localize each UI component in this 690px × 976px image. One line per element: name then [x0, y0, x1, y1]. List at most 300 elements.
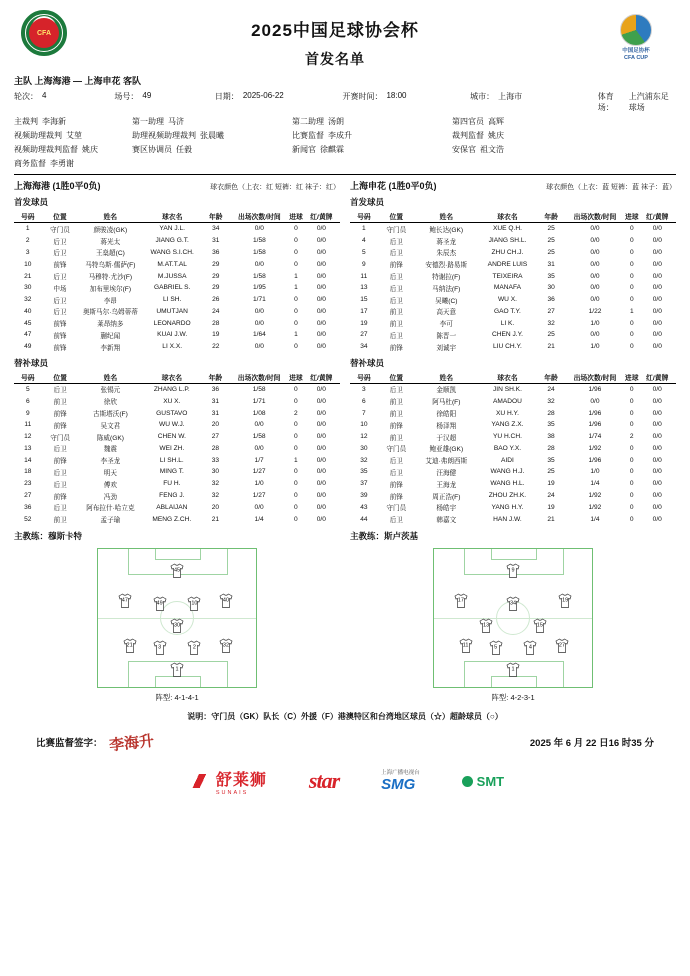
divider: [14, 174, 676, 175]
meta-label: 比赛监督: [292, 131, 324, 140]
sunais-name: 舒莱狮: [215, 771, 267, 789]
pitch-shirt-number: 30: [173, 622, 181, 629]
player-cards: 0/0: [316, 385, 326, 393]
meta-label: 助理视频助理裁判: [132, 131, 196, 140]
player-age: 25: [547, 237, 555, 245]
player-age: 24: [212, 307, 220, 315]
meta-value: 49: [142, 91, 152, 100]
player-number: 3: [25, 248, 30, 256]
table-row: [350, 419, 676, 431]
player-apps: 1/92: [588, 444, 602, 452]
table-row: [14, 513, 340, 525]
player-goals: 1: [294, 284, 298, 292]
player-number: 45: [24, 319, 32, 327]
player-apps: 1/0: [590, 343, 600, 351]
col-no: 号码: [350, 210, 378, 223]
player-goals: 0: [629, 237, 634, 245]
player-position: 后卫: [53, 505, 67, 513]
player-apps: 1/4: [590, 480, 600, 488]
player-name: 冯劲: [103, 493, 117, 501]
table-row: [350, 270, 676, 282]
player-position: 前锋: [53, 422, 67, 430]
player-age: 32: [547, 319, 555, 327]
smt-name: SMT: [476, 773, 505, 789]
home-kit-colors: 球衣颜色（上衣：红 短裤：红 袜子：红）: [210, 184, 340, 191]
meta-value: 上汽浦东足球场: [628, 92, 669, 112]
player-name: 明天: [103, 469, 117, 477]
table-row: [14, 490, 340, 502]
player-apps: 1/92: [588, 492, 602, 500]
player-position: 后卫: [53, 309, 67, 317]
col-pos: 位置: [378, 371, 415, 384]
player-cards: 0/0: [316, 515, 326, 523]
title-block: [74, 10, 596, 69]
player-goals: 1: [294, 272, 298, 280]
meta-label: 日期：: [214, 92, 239, 101]
player-cards: 0/0: [316, 272, 326, 280]
player-number: 13: [24, 444, 32, 452]
pitch-shirt-number: 40: [222, 597, 230, 604]
player-age: 28: [211, 444, 220, 452]
pitch-shirt-number: 9: [511, 567, 515, 574]
player-name: 颜骏凌(GK): [93, 226, 128, 234]
player-goals: 0: [629, 331, 634, 339]
player-position: 后卫: [389, 274, 403, 282]
player-position: 前卫: [389, 399, 403, 407]
player-cards: 0/0: [316, 456, 326, 464]
player-cards: 0/0: [316, 296, 326, 304]
player-shirtname: LIU CH.Y.: [493, 343, 522, 351]
table-row: [350, 466, 676, 478]
player-goals: 0: [294, 397, 298, 405]
table-row: [350, 258, 676, 270]
table-row: [350, 223, 676, 235]
player-apps: 0/0: [590, 331, 600, 339]
table-row: [14, 341, 340, 353]
formations-container: [14, 548, 676, 703]
player-shirtname: ZHOU ZH.K.: [488, 492, 527, 500]
player-position: 前卫: [389, 434, 403, 442]
pitch-shirt-number: 1: [175, 666, 179, 673]
meta-value: 18:00: [386, 91, 407, 100]
player-cards: 0/0: [316, 248, 326, 256]
player-position: 前卫: [389, 321, 403, 329]
player-goals: 0: [629, 319, 634, 327]
star-name: star: [308, 768, 340, 794]
table-header-row: [14, 371, 340, 384]
home-coach: [14, 530, 340, 542]
away-kit-colors: 球衣颜色（上衣：蓝 短裤：蓝 袜子：蓝）: [546, 184, 676, 191]
player-goals: 0: [294, 492, 298, 500]
cup-logo-container: [596, 10, 676, 61]
player-shirtname: FENG J.: [159, 492, 185, 500]
player-position: 后卫: [53, 481, 67, 489]
player-number: 40: [24, 307, 32, 315]
meta-label: 新闻官: [292, 145, 316, 154]
player-cards: 0/0: [652, 296, 662, 304]
document-header: [14, 10, 676, 70]
player-name: 马纳法(F): [432, 285, 461, 293]
meta-label: 安保官: [452, 145, 476, 154]
player-apps: 1/58: [252, 272, 266, 280]
player-cards: 0/0: [652, 409, 662, 417]
player-age: 22: [212, 343, 220, 351]
player-goals: 0: [629, 248, 634, 256]
pitch-shirt: [186, 597, 203, 612]
player-age: 32: [547, 397, 555, 405]
home-pitch-diagram: [97, 548, 257, 688]
player-cards: 0/0: [652, 272, 662, 280]
player-name: 张锡元: [100, 387, 121, 395]
player-name: 蒯纪闻: [100, 332, 121, 340]
player-cards: 0/0: [652, 319, 662, 327]
away-subs-title: 替补球员: [350, 357, 385, 368]
pitch-shirt-number: 2: [192, 644, 196, 651]
player-shirtname: M.AT.T.AL: [157, 260, 187, 268]
player-number: 9: [25, 409, 30, 417]
player-goals: 0: [294, 385, 298, 393]
player-apps: 1/0: [590, 468, 600, 476]
smg-name: SMG: [381, 775, 416, 793]
table-row: [14, 317, 340, 329]
away-formation-label: 阵型: 4-2-3-1: [491, 692, 535, 702]
player-age: 27: [547, 307, 555, 315]
player-goals: 0: [629, 492, 634, 500]
player-cards: 0/0: [316, 468, 326, 476]
player-name: 王海龙: [436, 481, 457, 489]
player-age: 19: [547, 503, 555, 511]
player-apps: 1/96: [588, 421, 602, 429]
player-number: 36: [24, 503, 32, 511]
player-number: 35: [360, 468, 368, 476]
player-age: 29: [212, 272, 220, 280]
player-goals: 0: [629, 225, 634, 233]
player-shirtname: LI X.X.: [162, 343, 183, 351]
player-number: 30: [24, 284, 32, 292]
player-goals: 0: [629, 260, 634, 268]
player-position: 守门员: [386, 505, 407, 513]
home-subs-title: 替补球员: [14, 357, 49, 368]
player-apps: 0/0: [254, 343, 264, 351]
home-coach-label: 主教练：: [14, 530, 49, 541]
player-shirtname: WU X.: [497, 296, 517, 304]
player-cards: 0/0: [652, 225, 662, 233]
home-starters-table: [14, 210, 340, 353]
home-team-header: [14, 179, 340, 192]
player-cards: 0/0: [652, 385, 662, 393]
match-meta: [14, 74, 676, 169]
col-apps: 出场次数/时间: [230, 210, 290, 223]
player-goals: 1: [294, 456, 298, 464]
player-position: 后卫: [53, 274, 67, 282]
table-row: [14, 407, 340, 419]
player-position: 后卫: [53, 387, 67, 395]
home-team-name: 上海海港 (1胜0平0负): [14, 181, 101, 191]
col-cards: 红/黄牌: [303, 210, 340, 223]
player-position: 前锋: [389, 481, 403, 489]
pitch-shirt: [217, 638, 234, 653]
player-shirtname: FU H.: [163, 480, 181, 488]
player-shirtname: ZHU CH.J.: [491, 248, 524, 256]
player-position: 前锋: [53, 262, 67, 270]
teams-container: [14, 179, 676, 542]
col-name: 姓名: [415, 371, 478, 384]
pitch-shirt: [151, 597, 168, 612]
player-name: 鲍亚雄(GK): [429, 446, 464, 454]
player-goals: 1: [629, 307, 634, 315]
player-age: 28: [212, 319, 220, 327]
player-goals: 1: [294, 331, 298, 339]
table-row: [350, 341, 676, 353]
player-shirtname: YU H.CH.: [492, 433, 522, 441]
col-cards: 红/黄牌: [639, 210, 676, 223]
table-row: [350, 443, 676, 455]
player-cards: 0/0: [652, 433, 662, 441]
col-goals: 进球: [625, 371, 639, 384]
player-position: 后卫: [389, 250, 403, 258]
table-row: [350, 317, 676, 329]
pitch-shirt-number: 4: [528, 644, 532, 651]
player-cards: 0/0: [652, 331, 662, 339]
player-age: 32: [211, 492, 220, 500]
table-row: [14, 247, 340, 259]
smt-dot-icon: [462, 776, 473, 787]
player-age: 24: [547, 385, 555, 393]
player-shirtname: JIANG SH.L.: [488, 237, 527, 245]
player-goals: 0: [629, 421, 634, 429]
table-row: [14, 419, 340, 431]
col-name: 姓名: [78, 210, 142, 223]
player-position: 前卫: [53, 517, 67, 525]
player-position: 后卫: [53, 297, 67, 305]
player-age: 20: [211, 503, 220, 511]
player-goals: 0: [294, 468, 298, 476]
table-row: [14, 395, 340, 407]
player-position: 前锋: [389, 422, 403, 430]
player-age: 35: [547, 456, 555, 464]
sponsor-star: [309, 768, 339, 794]
meta-value: 汤朗: [328, 117, 344, 126]
pitch-shirt-number: 15: [536, 622, 543, 629]
home-team-block: [14, 179, 340, 542]
player-shirtname: YAN J.L.: [159, 225, 185, 233]
player-age: 38: [547, 433, 555, 441]
player-cards: 0/0: [652, 480, 662, 488]
player-name: 莱昂纳多: [97, 321, 124, 329]
player-apps: 1/71: [252, 397, 266, 405]
meta-row: [14, 91, 676, 113]
player-goals: 0: [294, 225, 298, 233]
player-number: 1: [362, 225, 366, 233]
table-row: [350, 407, 676, 419]
meta-value: 马济: [168, 117, 184, 126]
col-no: 号码: [14, 210, 41, 223]
player-shirtname: ABLAIJAN: [156, 503, 188, 511]
pitch-shirt: [217, 594, 234, 609]
player-age: 21: [211, 515, 220, 523]
cup-logo-label: 中国足协杯 CFA CUP: [622, 48, 650, 61]
player-age: 31: [212, 237, 220, 245]
meta-label: 轮次：: [14, 92, 38, 101]
player-cards: 0/0: [316, 492, 326, 500]
player-name: 徐欣: [103, 399, 117, 407]
player-age: 20: [211, 421, 220, 429]
meta-value: 艾堃: [66, 131, 82, 140]
player-cards: 0/0: [652, 444, 662, 452]
player-shirtname: ANDRE LUIS: [487, 260, 528, 268]
player-cards: 0/0: [652, 468, 662, 476]
meta-value: 张晨曦: [200, 131, 224, 140]
cfa-logo-container: [14, 10, 74, 56]
player-number: 27: [360, 331, 368, 339]
sponsor-smg: [381, 770, 420, 793]
player-goals: 0: [294, 237, 298, 245]
player-position: 前锋: [53, 458, 67, 466]
player-name: 高天意: [436, 309, 457, 317]
player-cards: 0/0: [316, 409, 326, 417]
player-number: 19: [360, 319, 368, 327]
meta-value: 上海市: [498, 92, 523, 101]
away-coach-label: 主教练：: [350, 530, 385, 541]
sponsors-bar: [14, 767, 676, 796]
player-age: 31: [211, 409, 220, 417]
player-position: 前锋: [389, 262, 403, 270]
table-row: [350, 454, 676, 466]
player-cards: 0/0: [652, 343, 662, 351]
table-row: [14, 454, 340, 466]
player-age: 27: [211, 433, 220, 441]
player-number: 4: [362, 237, 366, 245]
meta-value: 姚庆: [488, 131, 504, 140]
player-name: 徐皓阳: [436, 411, 457, 419]
player-goals: 0: [629, 296, 634, 304]
player-age: 33: [211, 456, 220, 464]
home-coach-name: 穆斯卡特: [48, 530, 83, 541]
player-shirtname: XU X.: [163, 397, 181, 405]
player-number: 6: [362, 397, 366, 405]
col-cards: 红/黄牌: [639, 371, 676, 384]
player-age: 30: [547, 284, 555, 292]
player-position: 前锋: [389, 493, 403, 501]
player-cards: 0/0: [652, 492, 662, 500]
player-name: 加布里埃尔(F): [89, 285, 132, 293]
player-apps: 1/64: [252, 331, 266, 339]
away-team-name: 上海申花 (1胜0平0负): [350, 181, 437, 191]
cfa-logo-text: CFA: [29, 18, 59, 48]
table-row: [14, 443, 340, 455]
table-row: [350, 305, 676, 317]
player-goals: 0: [629, 284, 634, 292]
player-shirtname: AIDI: [501, 456, 514, 464]
player-name: 马特乌斯·儒萨(F): [85, 262, 136, 270]
player-age: 36: [211, 385, 220, 393]
player-position: 后卫: [53, 250, 67, 258]
player-apps: 1/58: [252, 385, 266, 393]
player-name: 李可: [439, 321, 453, 329]
meta-value: 高辉: [488, 117, 504, 126]
player-name: 李昂: [103, 297, 117, 305]
away-subs-table: [350, 371, 676, 525]
player-number: 2: [25, 237, 30, 245]
player-apps: 0/0: [590, 284, 600, 292]
player-name: 王燊超(C): [95, 250, 125, 258]
page-subtitle: 首发名单: [305, 51, 365, 67]
player-number: 37: [360, 480, 368, 488]
meta-label: 城市：: [470, 92, 495, 101]
player-goals: 0: [294, 515, 298, 523]
player-position: 守门员: [50, 226, 70, 234]
col-cards: 红/黄牌: [303, 371, 340, 384]
player-apps: 1/74: [588, 433, 602, 441]
player-position: 守门员: [386, 446, 407, 454]
player-goals: 0: [294, 421, 298, 429]
player-shirtname: YANG Z.X.: [491, 421, 524, 429]
player-position: 后卫: [389, 517, 403, 525]
player-name: 吴曦(C): [435, 297, 458, 305]
pitch-shirt-number: 47: [121, 597, 128, 604]
player-shirtname: MING T.: [159, 468, 184, 476]
player-apps: 0/0: [590, 260, 600, 268]
player-apps: 1/96: [588, 409, 602, 417]
player-goals: 0: [629, 409, 634, 417]
player-position: 后卫: [389, 387, 403, 395]
player-name: 杨泽翔: [436, 422, 457, 430]
player-goals: 0: [294, 307, 298, 315]
player-cards: 0/0: [652, 248, 662, 256]
player-number: 10: [360, 421, 368, 429]
table-row: [14, 294, 340, 306]
table-row: [14, 501, 340, 513]
player-age: 25: [547, 331, 555, 339]
player-age: 24: [547, 492, 555, 500]
player-goals: 0: [294, 503, 298, 511]
player-number: 10: [24, 260, 32, 268]
player-shirtname: XUE Q.H.: [492, 225, 522, 233]
table-row: [14, 223, 340, 235]
player-cards: 0/0: [316, 433, 326, 441]
player-position: 后卫: [389, 458, 403, 466]
player-shirtname: GUSTAVO: [156, 409, 188, 417]
signature-scribble: 李海升: [107, 733, 155, 755]
player-number: 30: [360, 444, 368, 452]
player-number: 11: [360, 272, 368, 280]
col-apps: 出场次数/时间: [565, 210, 625, 223]
player-number: 23: [24, 480, 32, 488]
player-apps: 1/96: [588, 456, 602, 464]
cfa-logo-icon: [21, 10, 67, 56]
player-position: 前锋: [53, 321, 67, 329]
col-en: 球衣名: [478, 371, 537, 384]
player-apps: 1/95: [252, 284, 266, 292]
table-row: [14, 383, 340, 395]
meta-row: [14, 116, 676, 127]
col-goals: 进球: [625, 210, 639, 223]
player-shirtname: KUAI J.W.: [157, 331, 188, 339]
player-apps: 1/92: [588, 503, 602, 511]
meta-label: 开赛时间：: [342, 92, 383, 101]
player-position: 前锋: [53, 493, 67, 501]
player-cards: 0/0: [316, 421, 326, 429]
player-shirtname: JIN SH.K.: [492, 385, 522, 393]
player-age: 28: [547, 409, 555, 417]
table-row: [350, 247, 676, 259]
player-name: 蒋圣龙: [436, 238, 457, 246]
pitch-shirt-number: 27: [558, 642, 566, 649]
player-shirtname: GABRIEL S.: [153, 284, 191, 292]
player-age: 26: [212, 296, 220, 304]
player-name: 奥斯马尔·乌姆蒂蒂: [82, 309, 138, 317]
player-number: 21: [24, 272, 32, 280]
